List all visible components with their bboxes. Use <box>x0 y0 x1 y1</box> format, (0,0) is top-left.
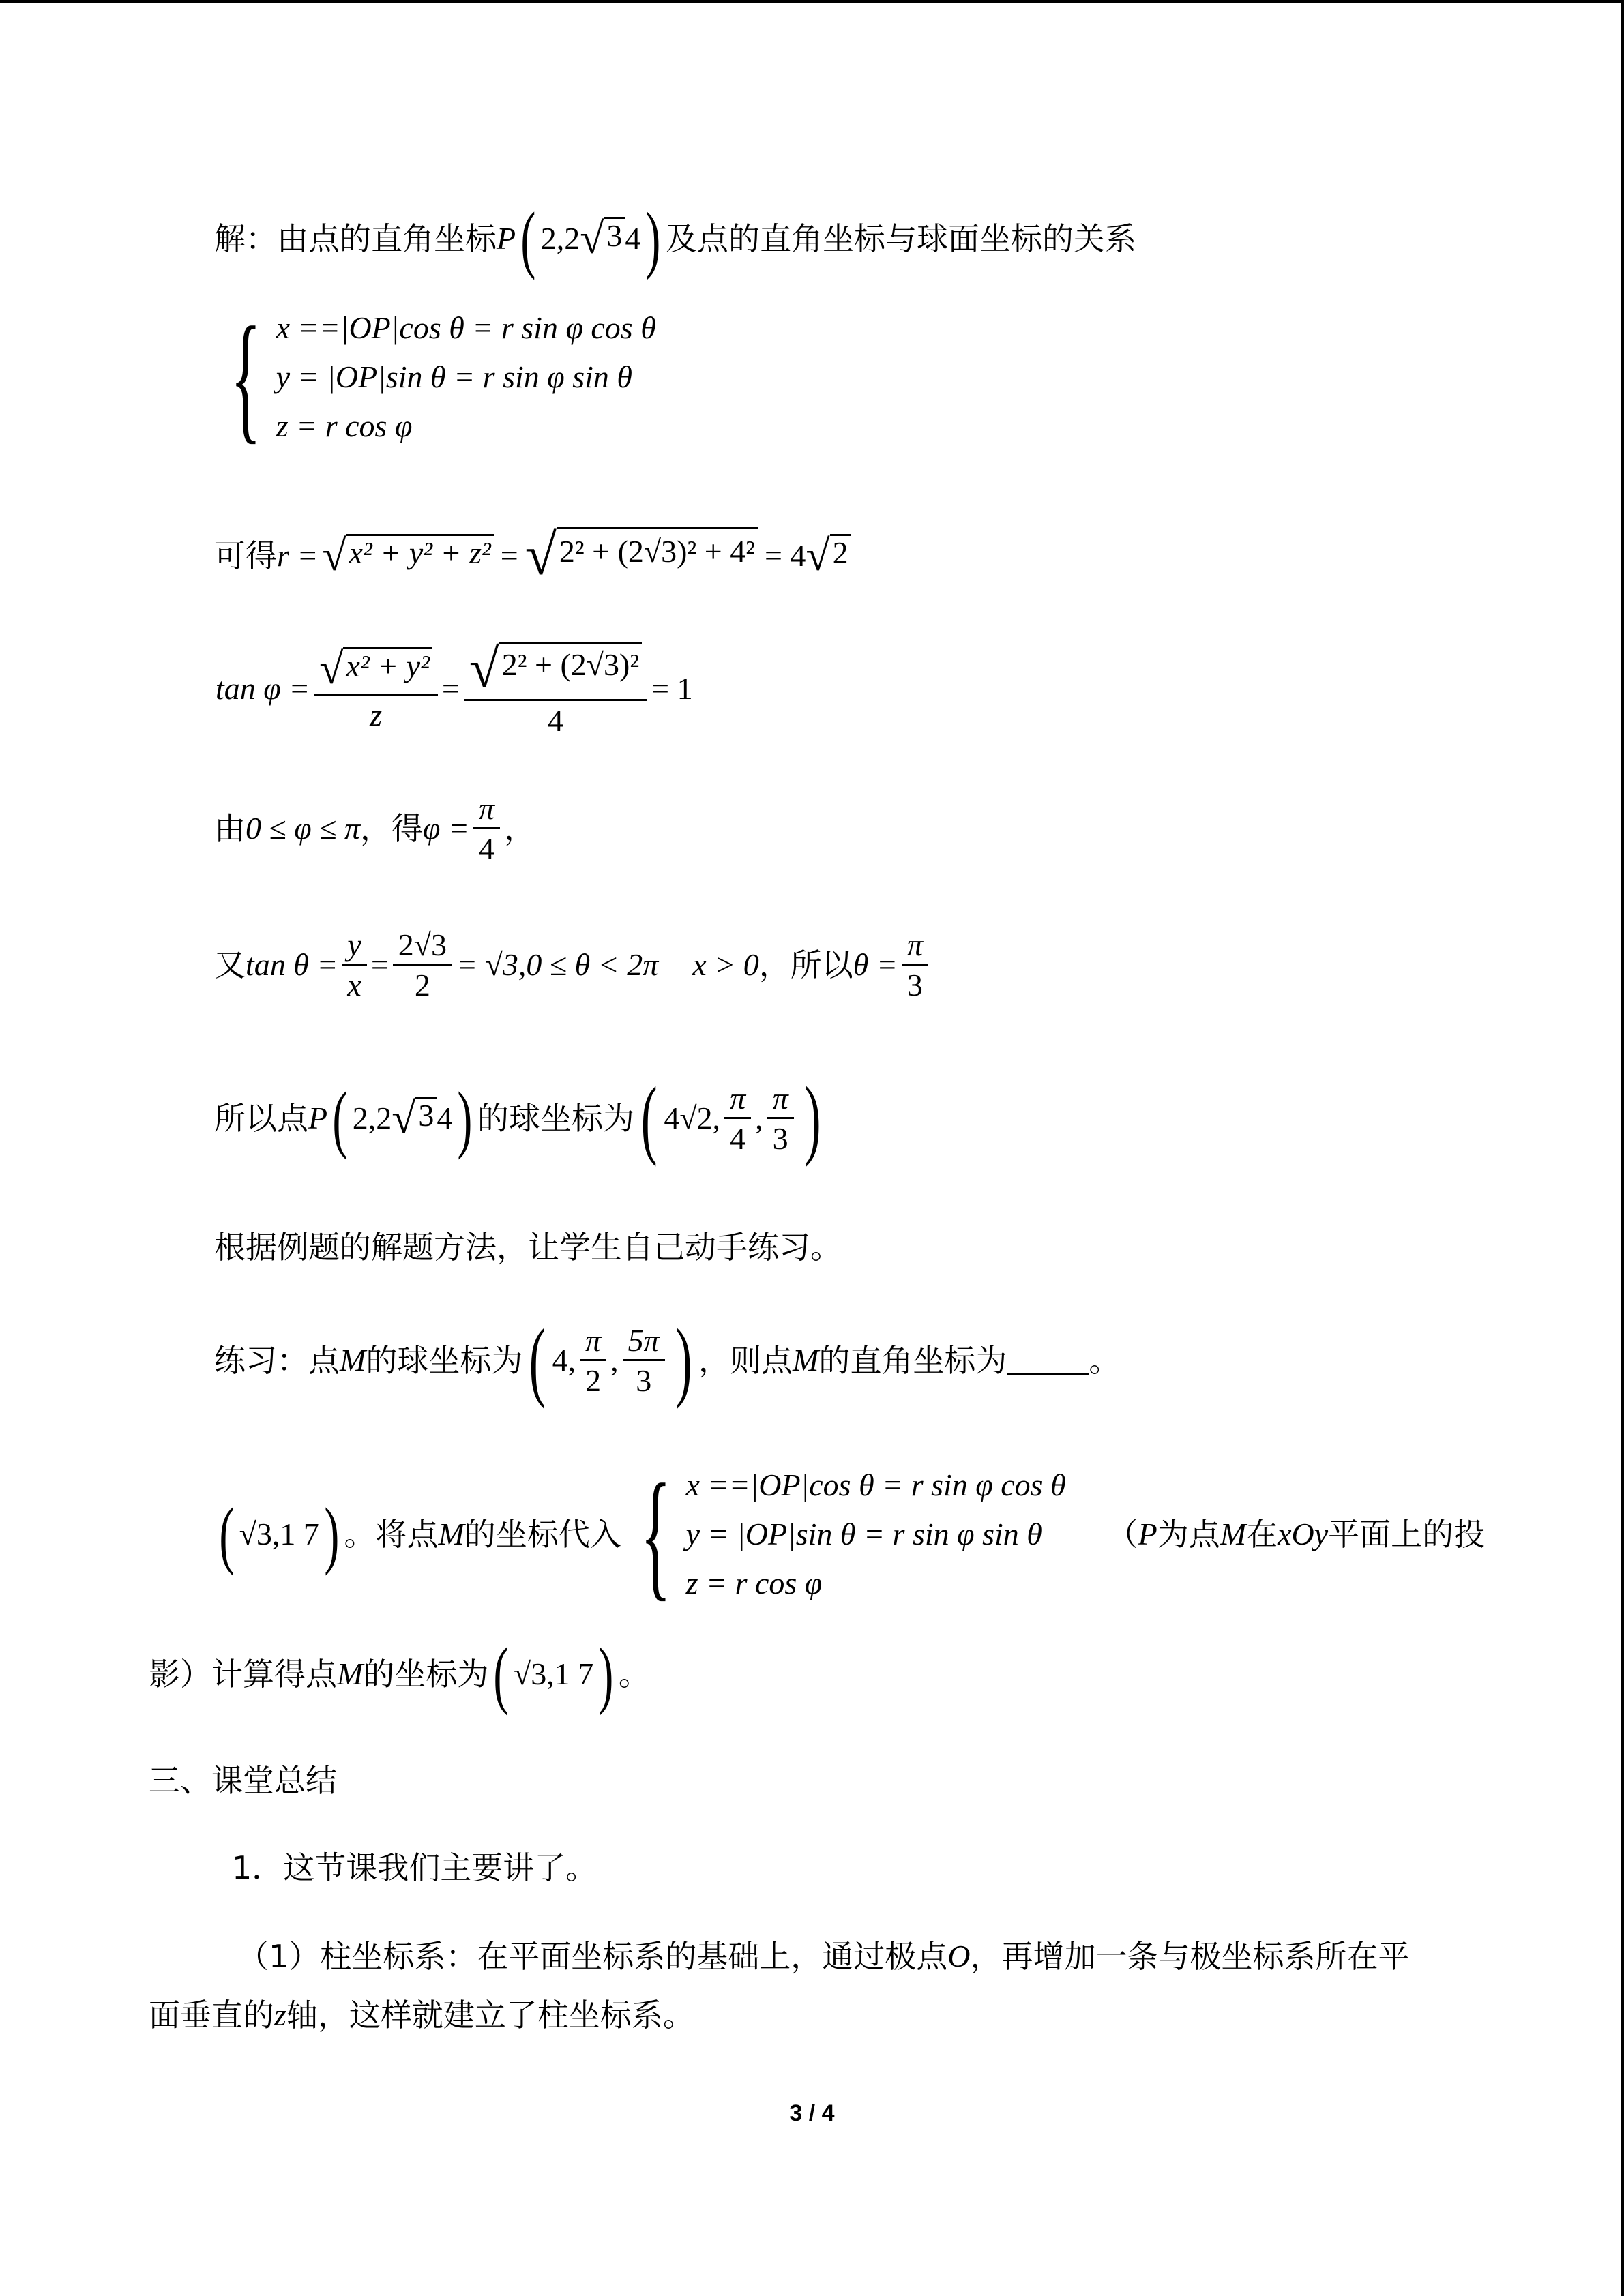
left-brace: { <box>640 1455 671 1613</box>
text: 的直角坐标为 <box>818 1342 1007 1379</box>
equation-system-2 <box>621 1455 1066 1613</box>
theta-line <box>214 921 932 1009</box>
text: 解：由点的直角坐标 <box>214 220 497 257</box>
sqrt-arg: x² + y² + z² <box>346 534 494 578</box>
paren-open: ( <box>332 1077 348 1160</box>
text: （ <box>1106 1516 1138 1553</box>
page-number: 3 / 4 <box>789 2100 835 2126</box>
text: 面垂直的 <box>149 1997 274 2033</box>
text: 又 <box>214 946 246 983</box>
radius-line <box>214 518 851 593</box>
text: （1）柱坐标系：在平面坐标系的基础上，通过极点 <box>237 1938 948 1975</box>
text: 由 <box>214 810 246 847</box>
math: √3,1 7 <box>513 1656 594 1691</box>
numerator: 2² + (2√3)² <box>499 642 642 696</box>
math: φ = <box>423 811 469 846</box>
answer-line <box>214 1452 1485 1616</box>
denominator: 3 <box>772 1120 788 1156</box>
point-label: M <box>438 1517 464 1551</box>
right-border <box>1621 0 1624 2296</box>
text: 轴，这样就建立了柱坐标系。 <box>286 1997 694 2033</box>
math: = 1 <box>651 671 693 706</box>
fraction: √ 2² + (2√3)² 4 <box>464 642 647 736</box>
tan-phi-line <box>216 627 693 750</box>
math: tan φ = <box>216 671 310 706</box>
math: x > 0 <box>692 947 759 982</box>
paren-close: ) <box>457 1077 473 1160</box>
text: 可得 <box>214 537 277 574</box>
text: ， <box>504 810 536 847</box>
sqrt: √ 2² + (2√3)² + 4² <box>525 527 758 584</box>
equation-row: y = |OP|sin θ = r sin φ sin θ <box>685 1517 1042 1551</box>
paren-open: ( <box>520 197 536 280</box>
math: = <box>441 671 460 706</box>
sqrt-arg: 2 <box>830 534 851 578</box>
math: θ = <box>853 947 898 982</box>
math: 4, <box>552 1343 576 1377</box>
coords-tail: 4 <box>625 221 641 256</box>
text: 在 <box>1246 1516 1278 1553</box>
summary-item-1-1-cont <box>149 1999 694 2031</box>
numerator: 5π <box>623 1325 665 1361</box>
point-label: P <box>308 1101 328 1135</box>
point-label: M <box>340 1343 366 1377</box>
denominator: x <box>347 967 361 1002</box>
text: ，得 <box>360 810 423 847</box>
math: 4√2, <box>664 1101 721 1135</box>
numerator: π <box>580 1325 606 1361</box>
equation-row: z = r cos φ <box>685 1566 823 1600</box>
paren-close: ) <box>804 1069 821 1167</box>
text: 所以点 <box>214 1100 308 1137</box>
sqrt: √ 3 <box>392 1097 437 1140</box>
equation-row: x ==|OP|cos θ = r sin φ cos θ <box>276 310 656 345</box>
numerator: 2√3 <box>393 929 452 966</box>
sqrt: √ x² + y² + z² <box>322 534 493 578</box>
math: = 4 <box>764 538 806 573</box>
denominator: 4 <box>479 831 495 866</box>
coords: 2,2 <box>540 221 580 256</box>
phi-line <box>214 784 535 873</box>
paren-close: ) <box>675 1311 692 1410</box>
numerator: π <box>767 1083 794 1119</box>
point-label: P <box>1138 1517 1157 1551</box>
denominator: 3 <box>636 1362 652 1398</box>
text: ，则点 <box>698 1342 793 1379</box>
math: z <box>274 1997 286 2032</box>
denominator: 4 <box>547 702 563 738</box>
fraction <box>342 929 366 1001</box>
math: r = <box>277 538 319 573</box>
numerator: π <box>473 793 500 829</box>
practice-intro: 根据例题的解题方法，让学生自己动手练习。 <box>214 1229 842 1266</box>
left-brace: { <box>230 298 262 456</box>
text: 为点 <box>1157 1516 1220 1553</box>
numerator: π <box>902 929 928 966</box>
coords-tail: 4 <box>437 1101 453 1135</box>
text: 。 <box>1089 1342 1121 1379</box>
equation-row: x ==|OP|cos θ = r sin φ cos θ <box>685 1467 1066 1502</box>
sqrt-arg: 2² + (2√3)² + 4² <box>557 527 758 584</box>
denominator: 4 <box>730 1120 746 1156</box>
math: tan θ = <box>246 947 338 982</box>
sqrt: √ 2 <box>806 534 851 578</box>
fraction <box>393 929 452 1001</box>
text: ，所以 <box>758 946 853 983</box>
fraction <box>767 1080 794 1156</box>
solution-line-1 <box>214 197 1137 280</box>
sqrt-arg: 3 <box>604 217 625 260</box>
fraction <box>623 1322 665 1398</box>
top-border <box>0 0 1624 3</box>
denominator: 2 <box>414 967 430 1002</box>
point-label: P <box>497 221 516 256</box>
paren-open: ( <box>529 1311 546 1410</box>
point-label: M <box>793 1343 819 1377</box>
math: 0 ≤ φ ≤ π <box>246 811 360 846</box>
summary-item-1: 1．这节课我们主要讲了。 <box>232 1849 597 1886</box>
text: 的球坐标为 <box>366 1342 523 1379</box>
fraction: √ x² + y² z <box>314 647 438 731</box>
math: = <box>370 947 389 982</box>
point-label: M <box>337 1656 364 1691</box>
text: 的坐标为 <box>363 1656 489 1693</box>
answer-blank <box>1007 1346 1089 1375</box>
paren-open: ( <box>640 1069 658 1167</box>
denominator: 2 <box>585 1362 602 1398</box>
paren-close: ) <box>324 1493 340 1576</box>
denominator: z <box>370 697 383 732</box>
numerator: y <box>342 929 366 966</box>
text: 及点的直角坐标与球面坐标的关系 <box>666 220 1137 257</box>
answer-line-2 <box>149 1632 650 1716</box>
paren-open: ( <box>493 1632 509 1716</box>
fraction <box>724 1080 751 1156</box>
denominator: 3 <box>906 967 923 1002</box>
paren-open: ( <box>219 1493 235 1576</box>
summary-item-1-1 <box>237 1938 1410 1975</box>
math: O <box>947 1939 971 1973</box>
paren-close: ) <box>598 1632 614 1716</box>
equation-row: y = |OP|sin θ = r sin φ sin θ <box>276 359 632 394</box>
section-heading: 三、课堂总结 <box>149 1762 337 1799</box>
text: 。 <box>618 1656 650 1693</box>
text: 练习：点 <box>214 1342 340 1379</box>
plane-label: xOy <box>1278 1517 1329 1551</box>
numerator: x² + y² <box>343 647 432 691</box>
text: 影）计算得点 <box>149 1656 337 1693</box>
sqrt-arg: 3 <box>415 1097 437 1140</box>
math: = <box>500 538 518 573</box>
coords: 2,2 <box>352 1101 392 1135</box>
text: 平面上的投 <box>1328 1516 1486 1553</box>
text: 。将点 <box>344 1516 439 1553</box>
numerator: π <box>724 1083 751 1119</box>
text: 的球坐标为 <box>477 1100 635 1137</box>
math: √3,1 7 <box>239 1517 319 1551</box>
fraction <box>580 1322 606 1398</box>
sqrt: √ 3 <box>580 217 625 260</box>
text: 的坐标代入 <box>464 1516 621 1553</box>
math: = √3,0 ≤ θ < 2π <box>456 947 659 982</box>
practice-line: 练习：点 M 的球坐标为 ( 4, $\frac{\pi}{2}$ , $\frac{5\pi}{3}$ ) ，则点 M 的直角坐标为 。 <box>214 1311 1121 1410</box>
paren-close: ) <box>645 197 661 280</box>
fraction <box>902 929 928 1001</box>
text: ，再增加一条与极坐标系所在平 <box>970 1938 1410 1975</box>
point-label: M <box>1220 1517 1247 1551</box>
fraction <box>473 790 500 866</box>
equation-system-1 <box>211 298 656 456</box>
equation-row: z = r cos φ <box>276 408 413 443</box>
spherical-coords-line: 所以点 P ( 2,2 √ 3 4 ) 的球坐标为 ( 4√2, $\frac{\pi}{4}$ , $\frac{\pi}{3}$ ) <box>214 1069 821 1167</box>
